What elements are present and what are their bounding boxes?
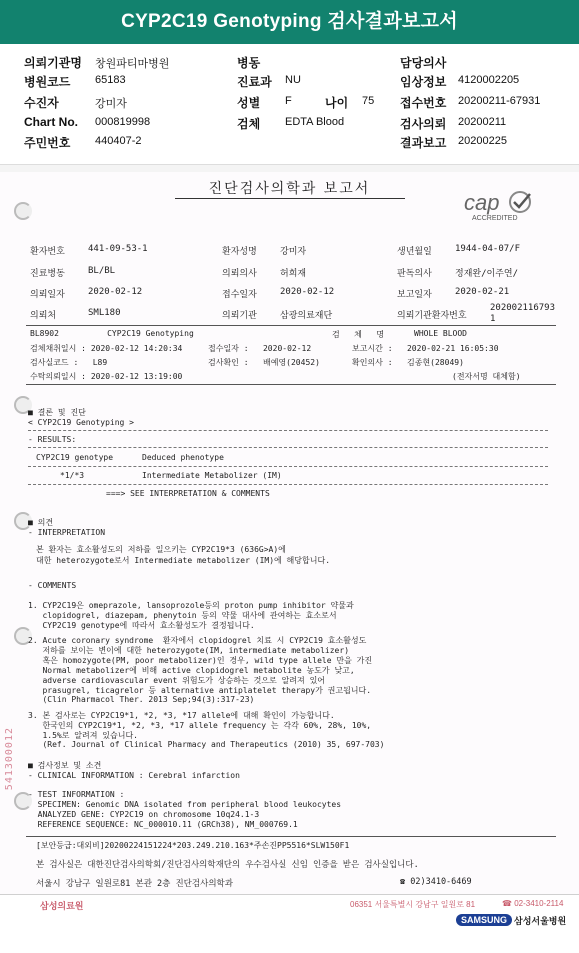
genotyping-title: < CYP2C19 Genotyping >	[28, 418, 134, 427]
r6c: 보고시간 : 2020-02-21 16:05:30	[352, 344, 499, 353]
hospital-code-label: 병원코드	[24, 75, 71, 89]
receipt-label: 접수번호	[400, 96, 447, 110]
comment-line: Normal metabolizer에 비해 active clopidogrel metabolite 농도가 낮고,	[28, 666, 355, 675]
r2-v1: BL/BL	[88, 266, 116, 276]
comment-line: 혹은 homozygote(PM, poor metabolizer)인 경우, wild type allele 만을 가진	[28, 656, 373, 665]
r1-l3: 생년월일	[397, 247, 432, 257]
section-opinion: ■ 의견	[28, 518, 54, 527]
phenotype-value: Intermediate Metabolizer (IM)	[142, 471, 282, 480]
sex-value: F	[285, 95, 292, 107]
r4-l1: 의뢰처	[30, 311, 57, 321]
interpretation-label: - INTERPRETATION	[28, 528, 106, 537]
r2-v3: 정재완/이주연/	[455, 269, 519, 279]
comment-line: adverse cardiovascular event 위험도가 상승하는 것으로 알려져 있어	[28, 676, 326, 685]
cap-accredited-text: ACCREDITED	[472, 215, 518, 222]
r4-l3: 의뢰기관환자번호	[397, 311, 467, 321]
clinical-value: 4120002205	[458, 74, 520, 86]
footer-address: 06351 서울특별시 강남구 일원로 81	[350, 900, 476, 909]
cap-accredited-logo	[462, 188, 538, 222]
doctor-label: 담당의사	[400, 56, 447, 70]
chart-value: 000819998	[95, 116, 151, 128]
r1-v3: 1944-04-07/F	[455, 244, 521, 254]
clinical-info: - CLINICAL INFORMATION : Cerebral infarction	[28, 771, 240, 780]
col-genotype: CYP2C19 genotype	[36, 453, 114, 462]
r1-v1: 441-09-53-1	[88, 244, 148, 254]
r1-l2: 환자성명	[222, 247, 257, 257]
cap-logo-text: cap	[464, 190, 500, 215]
r4-l2: 의뢰기관	[222, 311, 257, 321]
sex-label: 성별	[237, 96, 261, 110]
r2-v2: 허희재	[280, 269, 307, 279]
lab-phone: ☎ 02)3410-6469	[400, 877, 472, 887]
comment-line: 3. 본 검사로는 CYP2C19*1, *2, *3, *17 allele에 대해 확인이 가능합니다.	[28, 711, 335, 720]
r3-v3: 2020-02-21	[455, 287, 510, 297]
report-label: 결과보고	[400, 136, 447, 150]
punch-hole	[14, 202, 32, 220]
footer	[0, 894, 579, 953]
patient-value: 강미자	[95, 98, 127, 110]
clinical-label: 임상정보	[400, 75, 447, 89]
r1-v2: 강미자	[280, 247, 307, 257]
test-info-line: SPECIMEN: Genomic DNA isolated from peripheral blood leukocytes	[28, 800, 342, 809]
interpretation-line: 본 환자는 효소활성도의 저하를 일으키는 CYP2C19*3 (636G>A)에	[36, 545, 286, 554]
doc-title: 진단검사의학과 보고서	[208, 181, 371, 197]
test-info-line: ANALYZED GENE: CYP2C19 on chromosome 10q24.1-3	[28, 810, 260, 819]
col-phenotype: Deduced phenotype	[142, 453, 224, 462]
r4-v2: 삼광의료재단	[280, 311, 333, 321]
age-value: 75	[362, 95, 375, 107]
comment-line: (Ref. Journal of Clinical Pharmacy and Therapeutics (2010) 35, 697-703)	[28, 740, 385, 749]
r5c: WHOLE BLOOD	[414, 329, 467, 338]
comment-line: clopidogrel, diazepam, phenytoin 등의 약물 대사에 관여하는 효소로서	[28, 611, 337, 620]
receipt-value: 20200211-67931	[458, 95, 541, 107]
interpretation-line: 대한 heterozygote로서 Intermediate metabolizer (IM)에 해당합니다.	[36, 556, 331, 565]
hospital-code-value: 65183	[95, 74, 126, 86]
patient-label: 수진자	[24, 96, 59, 110]
test-info-label: - TEST INFORMATION :	[28, 790, 125, 799]
comments-label: - COMMENTS	[28, 581, 77, 590]
specimen-label: 검체	[237, 117, 261, 131]
dept-label: 진료과	[237, 75, 272, 89]
rule	[26, 836, 556, 837]
r2-l3: 판독의사	[397, 269, 432, 279]
age-label: 나이	[325, 96, 349, 110]
rule	[28, 430, 548, 431]
ward-label: 병동	[237, 56, 261, 70]
rule	[28, 466, 548, 467]
scanned-report	[0, 172, 579, 894]
report-value: 20200225	[458, 135, 507, 147]
r7b: 검사확인 : 배예영(20452)	[208, 358, 320, 367]
chart-label: Chart No.	[24, 115, 78, 129]
r4-v1: SML180	[88, 308, 121, 318]
rule	[26, 325, 556, 326]
r4-v3a: 202002116793	[490, 303, 556, 313]
comment-line: (Clin Pharmacol Ther. 2013 Sep;94(3):317-23)	[28, 695, 255, 704]
rule	[26, 384, 556, 385]
r3-l2: 접수일자	[222, 290, 257, 300]
r2-l2: 의뢰의사	[222, 269, 257, 279]
footer-hospital-left: 삼성의료원	[40, 901, 84, 911]
rule	[28, 484, 548, 485]
test-info-line: REFERENCE SEQUENCE: NC_000010.11 (GRCh38), NM_000769.1	[28, 820, 298, 829]
genotype-value: *1/*3	[60, 471, 85, 480]
r3-l3: 보고일자	[397, 290, 432, 300]
rule	[28, 447, 548, 448]
r5b: 검 체 명	[332, 330, 385, 339]
r6b: 접수일자 : 2020-02-12	[208, 344, 312, 353]
results-label: - RESULTS:	[28, 435, 77, 444]
samsung-logo: SAMSUNG	[456, 914, 512, 926]
r4-v3b: 1	[490, 314, 496, 324]
lab-address: 서울시 강남구 일원로81 본관 2층 진단검사의학과	[36, 879, 233, 889]
r8a: 수탁의뢰일시 : 2020-02-12 13:19:00	[30, 372, 183, 381]
r2-l1: 진료병동	[30, 269, 65, 279]
r8c: (전자서명 대체함)	[452, 372, 521, 381]
comment-line: 1. CYP2C19은 omeprazole, lansoprozole등의 proton pump inhibitor 약물과	[28, 601, 354, 610]
r1-l1: 환자번호	[30, 247, 65, 257]
comment-line: 1.5%로 알려져 있습니다.	[28, 731, 138, 740]
comment-line: CYP2C19 genotype에 따라서 효소활성도가 결정됩니다.	[28, 621, 255, 630]
r3-v1: 2020-02-12	[88, 287, 143, 297]
patient-summary	[0, 44, 579, 164]
footer-phone: ☎ 02-3410-2114	[502, 899, 564, 908]
rrn-value: 440407-2	[95, 135, 142, 147]
request-value: 20200211	[458, 116, 507, 128]
request-label: 검사의뢰	[400, 117, 447, 131]
comment-line: 저하를 보이는 변이에 대한 heterozygote(IM, intermediate metabolizer)	[28, 646, 350, 655]
security-ref: [보안등급:대외비]20200224151224*203.249.210.163*주손진PP5516*SLW150F1	[36, 841, 350, 850]
footer-hospital-right: 삼성서울병원	[514, 916, 567, 926]
report-title: CYP2C19 Genotyping 검사결과보고서	[0, 0, 579, 44]
certification: 본 검사실은 대한진단검사의학회/진단검사의학재단의 우수검사실 신임 인증을 받은 검사실입니다.	[36, 860, 419, 870]
institution-label: 의뢰기관명	[24, 56, 82, 70]
section-conclusion: ■ 결론 및 진단	[28, 408, 86, 417]
title-underline	[175, 198, 405, 199]
r7a: 검사실코드 : L89	[30, 358, 108, 367]
comment-line: prasugrel, ticagrelor 등 alternative antiplatelet therapy가 권고됩니다.	[28, 686, 372, 695]
side-code: 541300012	[4, 727, 15, 791]
r7c: 확인의사 : 김종현(28049)	[352, 358, 464, 367]
section-test-info: ■ 검사정보 및 소견	[28, 761, 102, 770]
rrn-label: 주민번호	[24, 136, 71, 150]
specimen-value: EDTA Blood	[285, 116, 345, 128]
comment-line: 한국인의 CYP2C19*1, *2, *3, *17 allele frequency 는 각각 60%, 28%, 10%,	[28, 721, 372, 730]
r3-v2: 2020-02-12	[280, 287, 335, 297]
r6a: 검체채취일시 : 2020-02-12 14:20:34	[30, 344, 183, 353]
r3-l1: 의뢰일자	[30, 290, 65, 300]
dept-value: NU	[285, 74, 301, 86]
r5a: BL8902 CYP2C19 Genotyping	[30, 329, 194, 338]
comment-line: 2. Acute coronary syndrome 환자에서 clopidogrel 치료 시 CYP2C19 효소활성도	[28, 636, 367, 645]
institution-value: 창원파티마병원	[95, 58, 170, 70]
see-interpretation: ===> SEE INTERPRETATION & COMMENTS	[106, 489, 270, 498]
